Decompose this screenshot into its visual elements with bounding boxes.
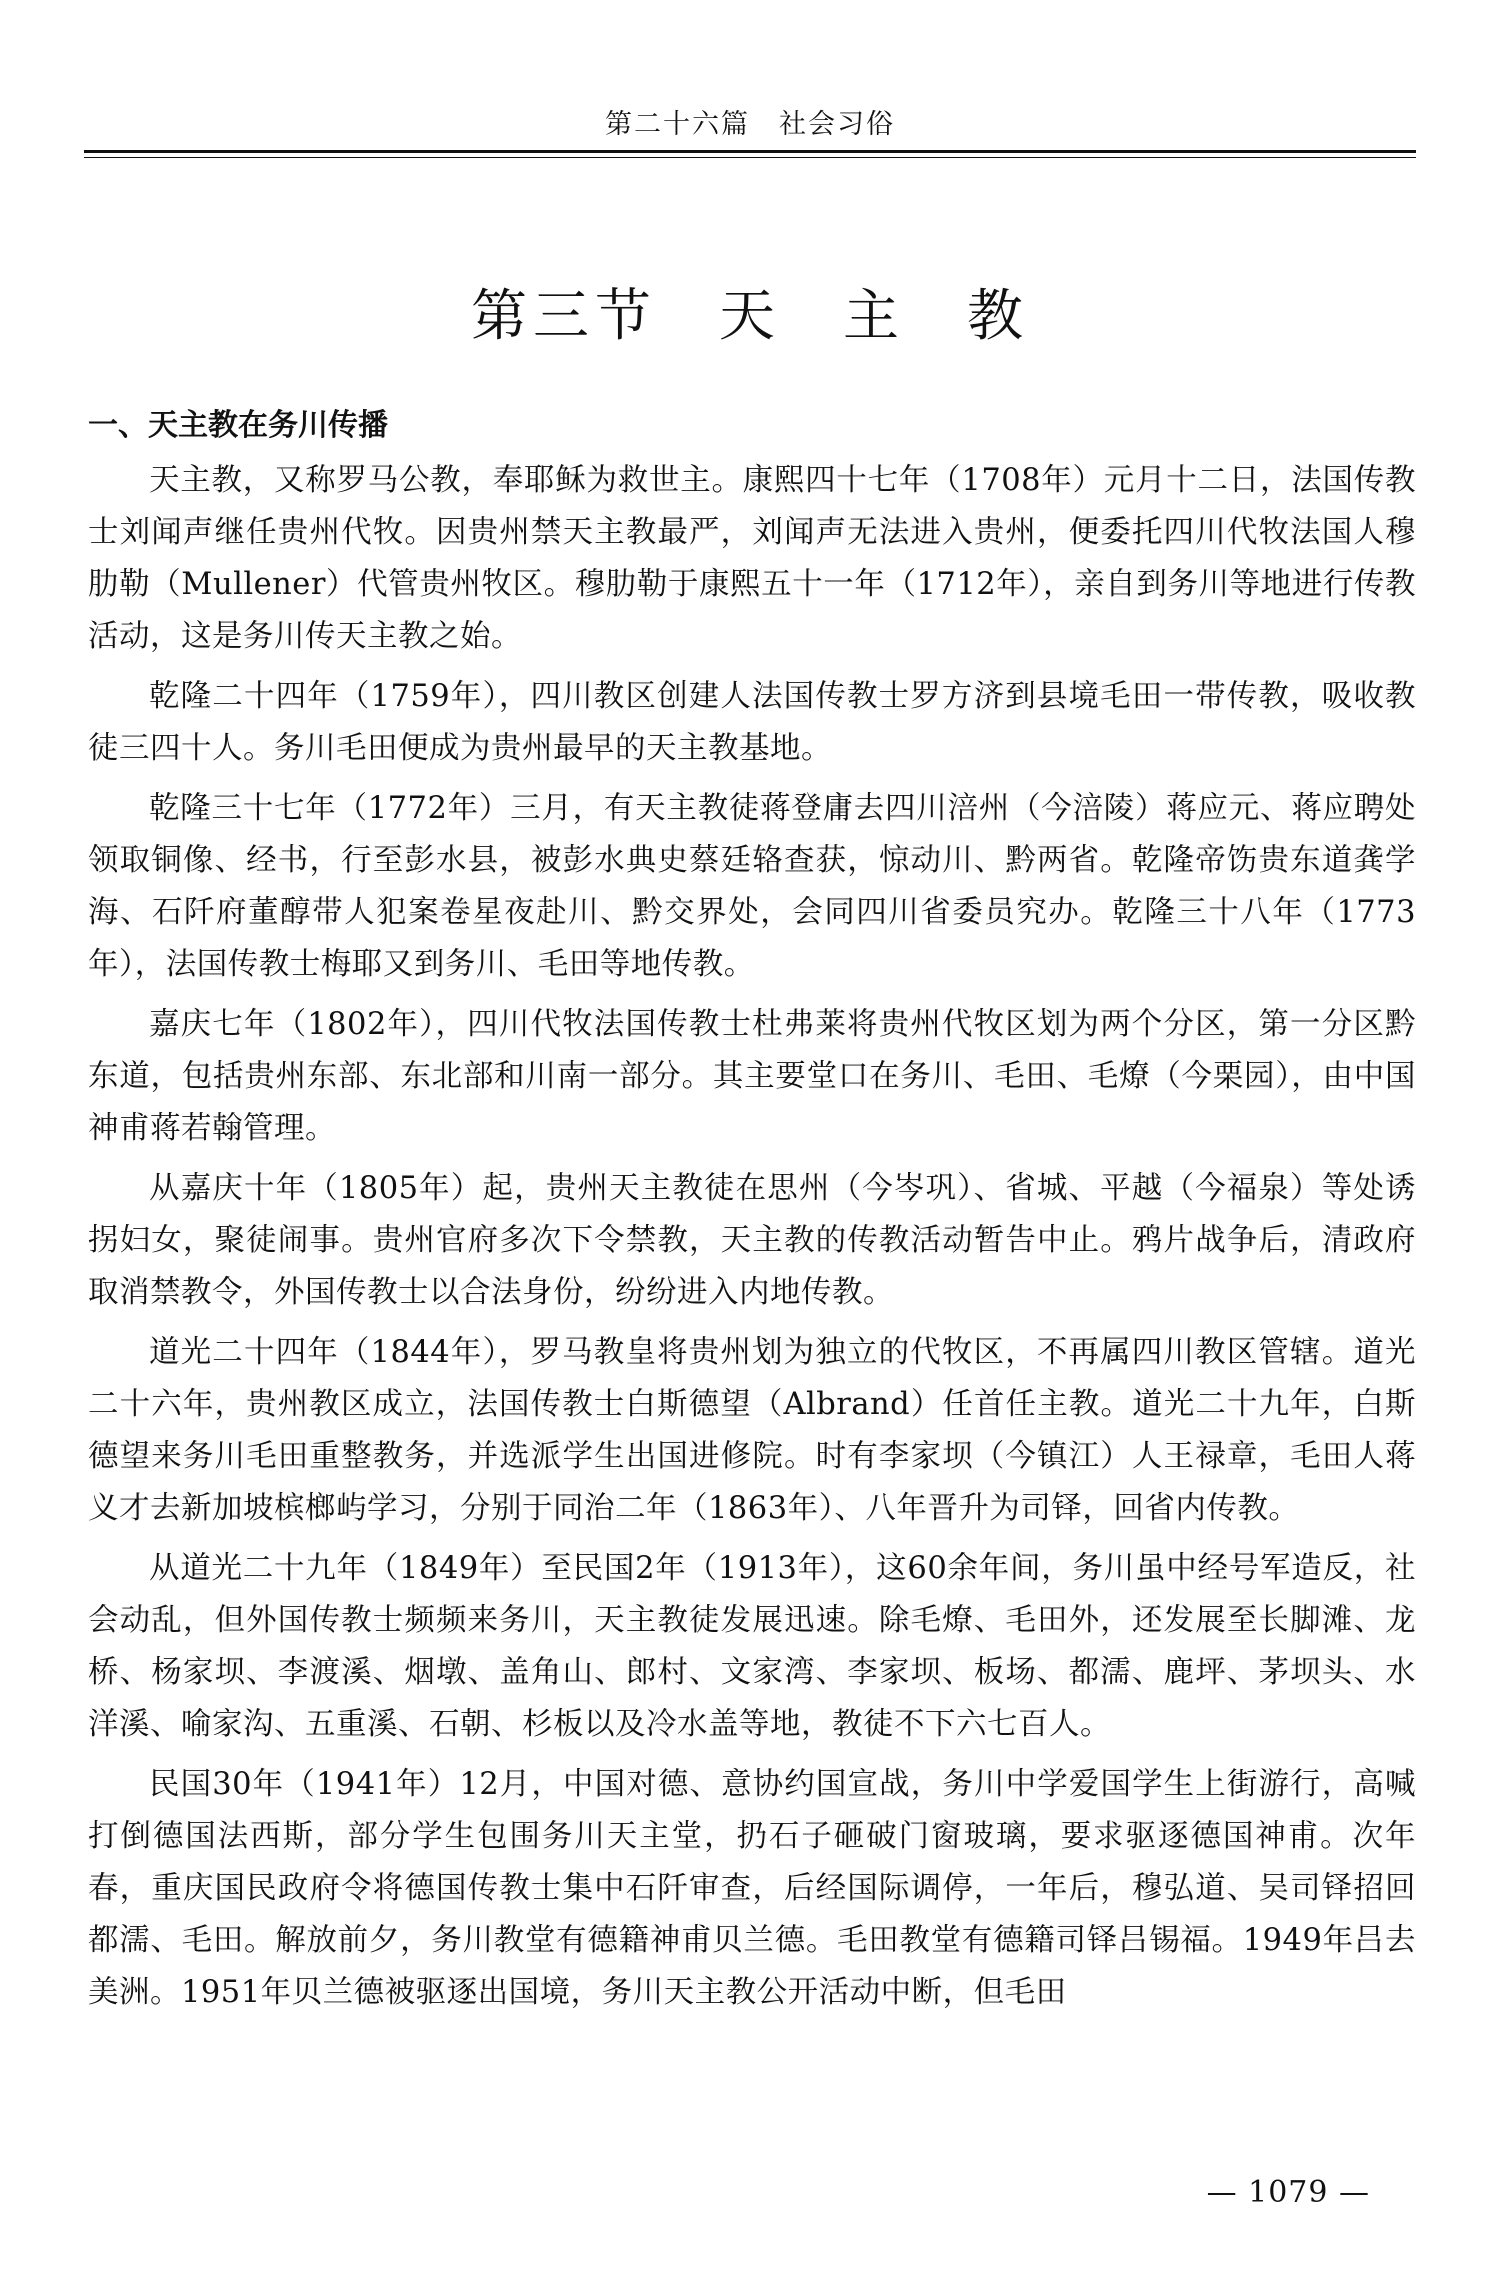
paragraph: 乾隆二十四年（1759年），四川教区创建人法国传教士罗方济到县境毛田一带传教，吸收教徒三四十人。务川毛田便成为贵州最早的天主教基地。 [88,679,1416,766]
paragraph: 民国30年（1941年）12月，中国对德、意协约国宣战，务川中学爱国学生上街游行，高喊打倒德国法西斯，部分学生包围务川天主堂，扔石子砸破门窗玻璃，要求驱逐德国神甫。次年春，重庆国民政府令将德国传教士集中石阡审查，后经国际调停，一年后，穆弘道、吴司铎招回都濡、毛田。解放前夕，务川教堂有德籍神甫贝兰德。毛田教堂有德籍司铎吕锡福。1949年吕去美洲。1951年贝兰德被驱逐出国境，务川天主教公开活动中断，但毛田 [88,1767,1416,2010]
paragraph: 道光二十四年（1844年），罗马教皇将贵州划为独立的代牧区，不再属四川教区管辖。道光二十六年，贵州教区成立，法国传教士白斯德望（Albrand）任首任主教。道光二十九年，白斯德望来务川毛田重整教务，并选派学生出国进修院。时有李家坝（今镇江）人王禄章，毛田人蒋义才去新加坡槟榔屿学习，分别于同治二年（1863年）、八年晋升为司铎，回省内传教。 [88,1335,1416,1526]
paragraph: 从嘉庆十年（1805年）起，贵州天主教徒在思州（今岑巩）、省城、平越（今福泉）等处诱拐妇女，聚徒闹事。贵州官府多次下令禁教，天主教的传教活动暂告中止。鸦片战争后，清政府取消禁教令，外国传教士以合法身份，纷纷进入内地传教。 [88,1171,1416,1310]
body-text [88,455,1416,2027]
running-head: 第二十六篇 社会习俗 [605,109,895,140]
paragraph: 天主教，又称罗马公教，奉耶稣为救世主。康熙四十七年（1708年）元月十二日，法国传教士刘闻声继任贵州代牧。因贵州禁天主教最严，刘闻声无法进入贵州，便委托四川代牧法国人穆肋勒（Mullener）代管贵州牧区。穆肋勒于康熙五十一年（1712年），亲自到务川等地进行传教活动，这是务川传天主教之始。 [88,463,1416,654]
paragraph: 乾隆三十七年（1772年）三月，有天主教徒蒋登庸去四川涪州（今涪陵）蒋应元、蒋应聘处领取铜像、经书，行至彭水县，被彭水典史蔡廷辂查获，惊动川、黔两省。乾隆帝饬贵东道龚学海、石阡府董醇带人犯案卷星夜赴川、黔交界处，会同四川省委员究办。乾隆三十八年（1773年），法国传教士梅耶又到务川、毛田等地传教。 [88,791,1416,982]
header-rule-thin [84,157,1416,158]
paragraph: 嘉庆七年（1802年），四川代牧法国传教士杜弗莱将贵州代牧区划为两个分区，第一分区黔东道，包括贵州东部、东北部和川南一部分。其主要堂口在务川、毛田、毛燎（今栗园），由中国神甫蒋若翰管理。 [88,1007,1416,1146]
header-rule-thick [84,150,1416,153]
subheading: 一、天主教在务川传播 [88,408,388,443]
section-title: 第三节 天 主 教 [471,284,1029,349]
paragraph: 从道光二十九年（1849年）至民国2年（1913年），这60余年间，务川虽中经号军造反，社会动乱，但外国传教士频频来务川，天主教徒发展迅速。除毛燎、毛田外，还发展至长脚滩、龙桥、杨家坝、李渡溪、烟墩、盖角山、郎村、文家湾、李家坝、板场、都濡、鹿坪、茅坝头、水洋溪、喻家沟、五重溪、石朝、杉板以及冷水盖等地，教徒不下六七百人。 [88,1551,1416,1742]
page-number: — 1079 — [1206,2175,1370,2210]
